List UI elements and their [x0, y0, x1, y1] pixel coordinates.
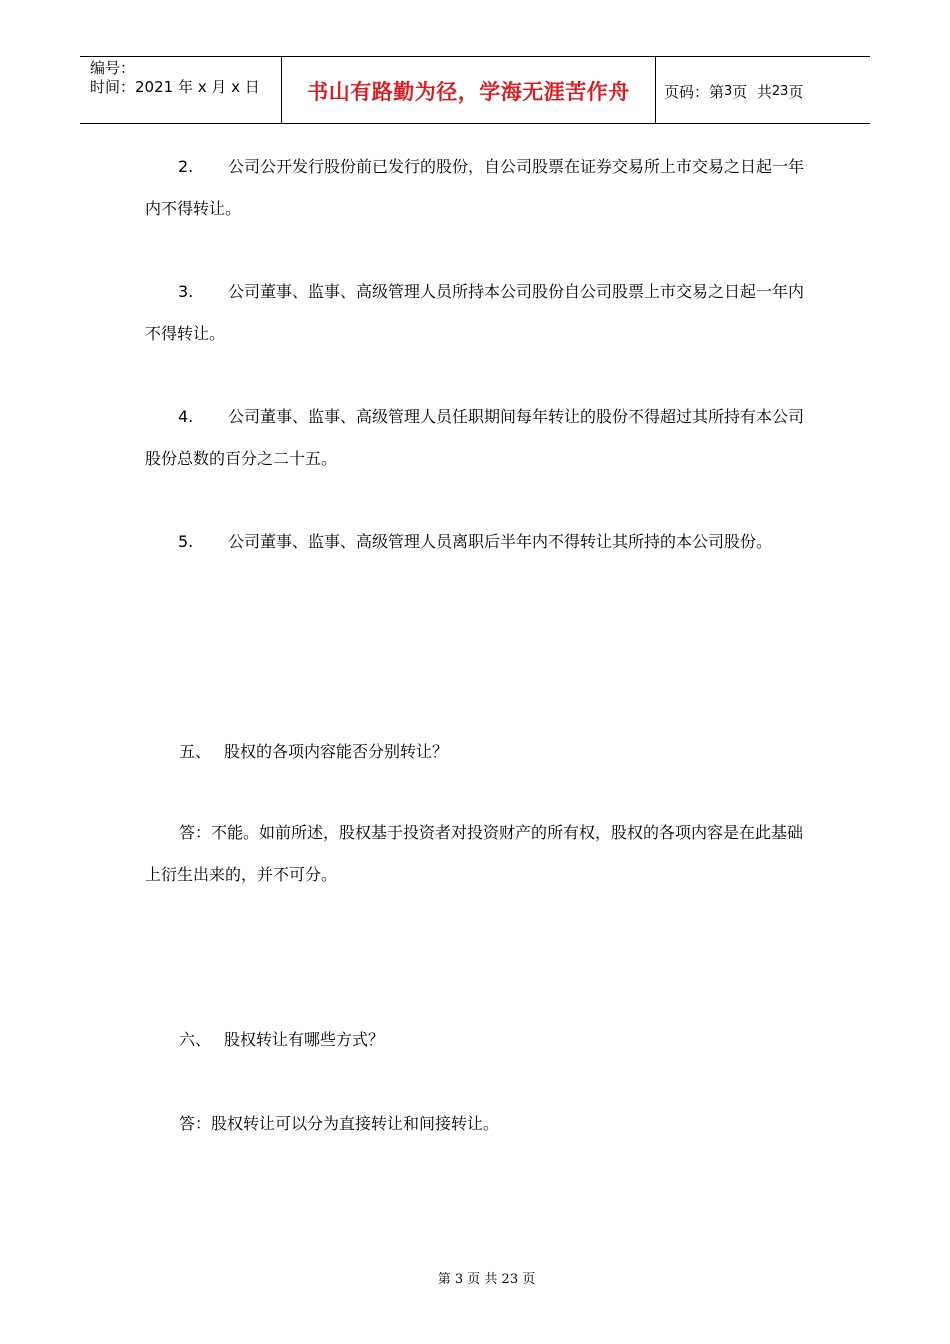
section-heading — [179, 741, 448, 763]
page-total: 23 — [771, 83, 789, 99]
list-item — [145, 521, 805, 563]
header-meta — [90, 59, 260, 97]
list-item-text: 公司董事、监事、高级管理人员所持本公司股份自公司股票上市交易之日起一年内不得转让。 — [145, 282, 805, 343]
header-divider — [655, 57, 656, 123]
footer-page-number: 第 3 页 共 23 页 — [437, 1272, 536, 1287]
list-item-number: 2. — [178, 157, 194, 176]
page-footer — [0, 1268, 950, 1287]
list-item-number: 3. — [178, 282, 194, 301]
section-answer: 答：不能。如前所述，股权基于投资者对投资财产的所有权，股权的各项内容是在此基础上衍生出来的，并不可分。 — [145, 823, 804, 884]
list-item — [145, 271, 805, 355]
list-item-text: 公司公开发行股份前已发行的股份，自公司股票在证券交易所上市交易之日起一年内不得转让。 — [145, 157, 805, 218]
document-header — [80, 56, 870, 124]
list-item-text: 公司董事、监事、高级管理人员任职期间每年转让的股份不得超过其所持有本公司股份总数的百分之二十五。 — [145, 407, 805, 468]
page-suffix: 页 — [788, 82, 804, 101]
list-item-number: 5. — [178, 532, 194, 551]
section-heading — [179, 1029, 384, 1051]
header-page-info — [664, 57, 803, 125]
list-item — [145, 146, 805, 230]
header-motto: 书山有路勤为径，学海无涯苦作舟 — [307, 80, 630, 104]
page-mid: 页 共 — [732, 82, 772, 101]
list-item-text: 公司董事、监事、高级管理人员离职后半年内不得转让其所持的本公司股份。 — [228, 532, 773, 551]
section-answer: 答：股权转让可以分为直接转让和间接转让。 — [179, 1114, 500, 1133]
page-prefix: 页码：第 — [664, 82, 725, 101]
section-question: 股权转让有哪些方式？ — [224, 1030, 385, 1049]
document-number-label: 编号： — [90, 59, 136, 77]
list-item-number: 4. — [178, 407, 194, 426]
document-time-label: 时间：2021 年 x 月 x 日 — [90, 78, 260, 96]
page-current: 3 — [724, 83, 733, 99]
list-item — [145, 396, 805, 480]
section-number: 六、 — [179, 1030, 212, 1049]
section-question: 股权的各项内容能否分别转让？ — [224, 742, 449, 761]
section-number: 五、 — [179, 742, 212, 761]
